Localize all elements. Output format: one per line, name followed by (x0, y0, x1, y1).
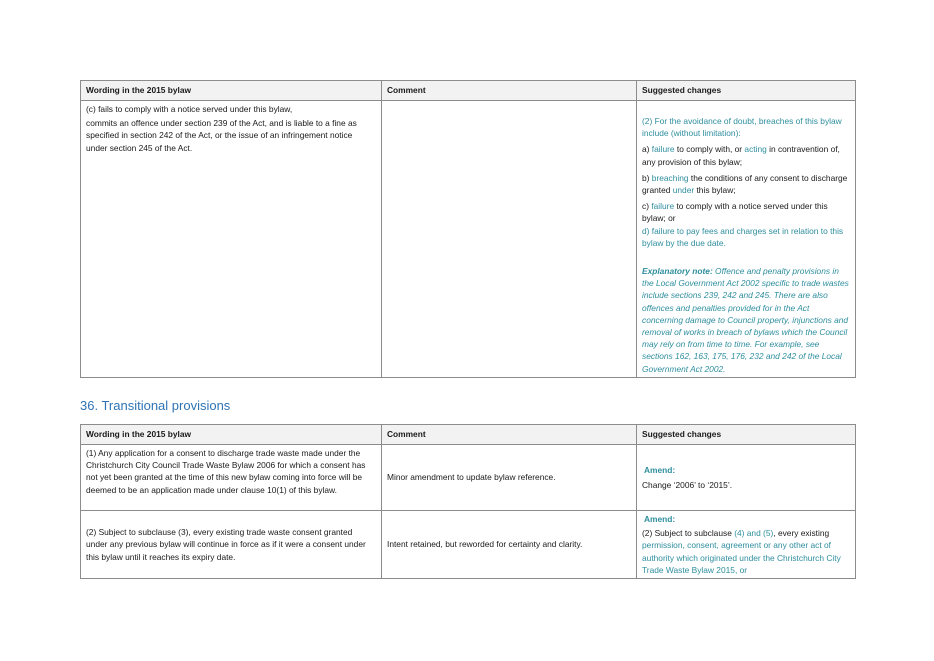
header-wording: Wording in the 2015 bylaw (81, 81, 382, 101)
changes-intro: (2) For the avoidance of doubt, breaches of this bylaw include (without limitation): (642, 116, 842, 139)
bylaw-table-1 (80, 80, 856, 378)
change-c-prefix: c) (642, 201, 652, 212)
comment-cell: Intent retained, but reworded for certainty and clarity. (382, 511, 637, 579)
change-insert-2: permission, consent, agreement or any other act of authority which originated under the Christchurch City Trade Waste Bylaw 2015, or (642, 540, 841, 575)
change-text: Change ‘2006’ to ‘2015’. (642, 480, 733, 490)
change-a-text-1: to comply with, or (674, 144, 745, 155)
comment-cell: Minor amendment to update bylaw reference. (382, 445, 637, 511)
change-item-a (642, 143, 850, 167)
change-text-1: (2) Subject to subclause (642, 528, 735, 539)
change-text-2: , every existing (773, 528, 830, 539)
change-a-text-2: in contravention of, any provision of this bylaw; (642, 144, 840, 167)
change-c-text: to comply with a notice served under this bylaw; or (642, 201, 828, 224)
suggested-changes-cell (637, 511, 856, 579)
header-suggested-changes: Suggested changes (637, 425, 856, 445)
amend-label: Amend: (644, 464, 676, 475)
bylaw-table-2 (80, 424, 856, 579)
change-item-c (642, 200, 850, 224)
wording-line-c: (c) fails to comply with a notice served under this bylaw, (86, 104, 293, 114)
table-header-row (81, 425, 856, 445)
table-row (81, 511, 856, 579)
change-a-prefix: a) (642, 144, 652, 155)
wording-line-offence: commits an offence under section 239 of the Act, and is liable to a fine as specified in section 242 of the Act, or the issue of an infringement notice under section 245 of the Act. (86, 118, 357, 153)
wording-cell (81, 101, 382, 378)
suggested-changes-cell (637, 101, 856, 378)
change-a-insert-2: acting (744, 144, 767, 155)
change-b-insert-1: breaching (651, 172, 689, 183)
header-suggested-changes: Suggested changes (637, 81, 856, 101)
change-b-text-2: this bylaw; (694, 185, 736, 196)
table-row (81, 101, 856, 378)
change-text (642, 527, 850, 576)
header-comment: Comment (382, 425, 637, 445)
wording-cell: (1) Any application for a consent to discharge trade waste made under the Christchurch City Council Trade Waste Bylaw 2006 for which a consent has not yet been granted at the time of this new bylaw coming into force will be deemed to be an application made under clause 10(1) of this bylaw. (81, 445, 382, 511)
change-b-text-1: the conditions of any consent to discharge granted (642, 172, 848, 196)
comment-cell (382, 101, 637, 378)
change-item-d: d) failure to pay fees and charges set in relation to this bylaw by the due date. (642, 225, 844, 248)
change-insert-1: (4) and (5) (734, 528, 774, 539)
change-item-b (642, 172, 850, 196)
explanatory-note-label: Explanatory note: (642, 266, 713, 277)
suggested-changes-cell (637, 445, 856, 511)
change-b-insert-2: under (672, 185, 695, 196)
header-wording: Wording in the 2015 bylaw (81, 425, 382, 445)
change-b-prefix: b) (642, 172, 652, 183)
wording-cell: (2) Subject to subclause (3), every existing trade waste consent granted under any previous bylaw will continue in force as if it were a consent under this bylaw until it reaches its expiry date. (81, 511, 382, 579)
change-c-insert: failure (651, 201, 675, 212)
amend-label: Amend: (644, 514, 676, 524)
section-heading: 36. Transitional provisions (80, 398, 231, 413)
table-row (81, 445, 856, 511)
table-header-row (81, 81, 856, 101)
header-comment: Comment (382, 81, 637, 101)
explanatory-note-text: Offence and penalty provisions in the Local Government Act 2002 specific to trade wastes include sections 239, 242 and 245. There are also offences and penalties provided for in the Act concerning damage to Council property, injunctions and removal of works in breach of bylaws which the Council may rely on from time to time. For example, see sections 162, 163, 175, 176, 232 and 242 of the Local Government Act 2002. (642, 266, 849, 374)
explanatory-note (642, 265, 850, 375)
change-a-insert-1: failure (651, 144, 675, 155)
